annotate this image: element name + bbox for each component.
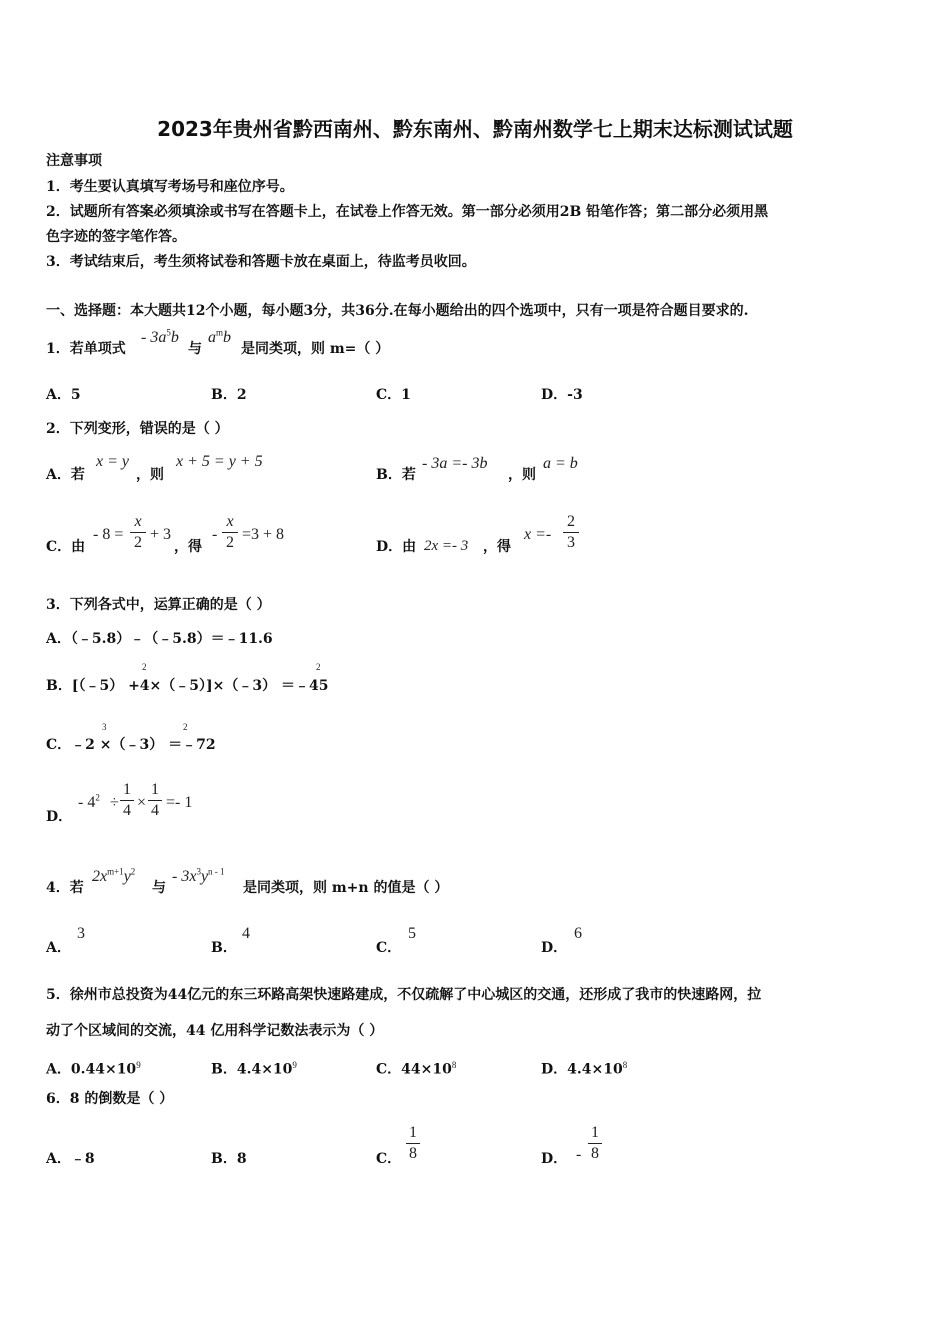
notice-item-1: 1．考生要认真填写考场号和座位序号。: [46, 179, 294, 195]
q2-c-label: C．由: [46, 539, 86, 555]
q4-option-a-value: 3: [77, 925, 85, 942]
q4-term1: $2x^{m+1}y^2$: [92, 866, 136, 885]
q5-option-d: D．$4.4\times 10^8$: [541, 1060, 628, 1078]
q4-option-d-label: D．: [541, 940, 568, 956]
q6-option-d-sign: -: [576, 1146, 582, 1163]
q4-option-b-label: B．: [211, 940, 237, 956]
q5-option-a: A．$0.44\times 10^9$: [46, 1060, 141, 1078]
q3-b-exponent2: 2: [316, 662, 321, 672]
q1-term2: $a^mb$: [208, 327, 232, 346]
q3-d-times: ×: [137, 794, 147, 811]
q3-c-exponent2: 2: [183, 722, 188, 732]
q1-stem-end: 是同类项，则 m=（ ）: [241, 341, 390, 357]
q3-option-c: C．﹣2 ×（﹣3） ＝﹣72: [46, 737, 216, 753]
q4-stem-end: 是同类项，则 m+n 的值是（ ）: [243, 880, 449, 896]
q4-option-d-value: 6: [574, 925, 582, 942]
q3-stem: 3．下列各式中，运算正确的是（ ）: [46, 597, 271, 613]
q1-option-b: B．2: [211, 387, 247, 403]
section-heading: 一、选择题：本大题共12个小题，每小题3分，共36分.在每小题给出的四个选项中，只有一项是符合题目要求的.: [46, 303, 749, 319]
q2-a-then: ，则: [136, 467, 164, 483]
q2-c-part3: -: [212, 526, 218, 543]
q1-option-d: D．-3: [541, 387, 583, 403]
q4-with: 与: [152, 880, 166, 896]
q4-option-a-label: A．: [46, 940, 71, 956]
q4-term2: - $3x^3y^{n - 1}$: [172, 866, 225, 885]
q3-d-label: D．: [46, 809, 73, 825]
q5-stem-line1: 5．徐州市总投资为44亿元的东三环路高架快速路建成，不仅疏解了中心城区的交通，还形成了我市的快速路网，拉: [46, 987, 762, 1003]
q1-stem-start: 1．若单项式: [46, 341, 126, 357]
notice-heading: 注意事项: [46, 153, 102, 169]
q2-b-label: B．若: [376, 467, 416, 483]
q1-with: 与: [188, 341, 202, 357]
q5-stem-line2: 动了个区域间的交流，44 亿用科学记数法表示为（ ）: [46, 1023, 384, 1039]
q6-stem: 6．8 的倒数是（ ）: [46, 1091, 174, 1107]
q2-d-label: D．由: [376, 539, 417, 555]
q2-d-get: ，得: [483, 539, 511, 555]
q4-option-c-value: 5: [408, 925, 416, 942]
q2-c-fraction2: x 2: [222, 513, 238, 552]
q1-term1: - $3a^5b$: [141, 327, 179, 346]
notice-item-2-cont: 色字迹的签字笔作答。: [46, 229, 186, 245]
q3-d-result: =- 1: [166, 794, 193, 811]
q2-b-premise: - 3a =- 3b: [422, 455, 488, 472]
q2-c-get: ，得: [174, 539, 202, 555]
q4-option-c-label: C．: [376, 940, 402, 956]
page-title: 2023年贵州省黔西南州、黔东南州、黔南州数学七上期末达标测试试题: [157, 117, 793, 141]
q6-option-c-label: C．: [376, 1151, 402, 1167]
q3-d-term: - $4^2$: [78, 792, 100, 811]
q3-d-fraction1: 1 4: [120, 781, 134, 820]
q2-d-result: x =-: [524, 526, 552, 543]
q6-option-c-fraction: 1 8: [406, 1124, 420, 1163]
q5-option-c: C．$44\times 10^8$: [376, 1060, 457, 1078]
q2-d-fraction: 2 3: [563, 513, 579, 552]
q3-b-exponent1: 2: [142, 662, 147, 672]
q2-stem: 2．下列变形，错误的是（ ）: [46, 421, 229, 437]
q2-c-part4: =3 + 8: [242, 526, 285, 543]
q6-option-b: B．8: [211, 1151, 247, 1167]
q2-a-premise: x = y: [96, 453, 129, 470]
q2-d-premise: 2x =- 3: [424, 538, 469, 554]
q2-b-result: a = b: [543, 455, 578, 472]
q3-d-fraction2: 1 4: [148, 781, 162, 820]
q3-c-exponent1: 3: [102, 722, 107, 732]
q6-option-d-label: D．: [541, 1151, 568, 1167]
q3-d-divide: ÷: [110, 794, 119, 811]
q2-c-fraction1: x 2: [130, 513, 146, 552]
q3-option-b: B．[（﹣5） +4×（﹣5）]×（﹣3） ＝﹣45: [46, 678, 329, 694]
q1-option-c: C．1: [376, 387, 411, 403]
q4-option-b-value: 4: [242, 925, 250, 942]
q5-option-b: B．$4.4\times 10^9$: [211, 1060, 297, 1078]
notice-item-3: 3．考试结束后，考生须将试卷和答题卡放在桌面上，待监考员收回。: [46, 254, 476, 270]
notice-item-2: 2．试题所有答案必须填涂或书写在答题卡上，在试卷上作答无效。第一部分必须用2B 铅笔作答；第二部分必须用黑: [46, 204, 769, 220]
q2-c-part1: - 8 =: [93, 526, 124, 543]
q3-option-a: A．（﹣5.8）﹣（﹣5.8）＝﹣11.6: [46, 631, 273, 647]
q2-c-part2: + 3: [150, 526, 172, 543]
q2-a-label: A．若: [46, 467, 85, 483]
q1-option-a: A．5: [46, 387, 81, 403]
q6-option-d-fraction: 1 8: [588, 1124, 602, 1163]
q4-label: 4．若: [46, 880, 84, 896]
q6-option-a: A．﹣8: [46, 1151, 95, 1167]
q2-b-then: ，则: [508, 467, 536, 483]
q2-a-result: x + 5 = y + 5: [176, 453, 263, 470]
